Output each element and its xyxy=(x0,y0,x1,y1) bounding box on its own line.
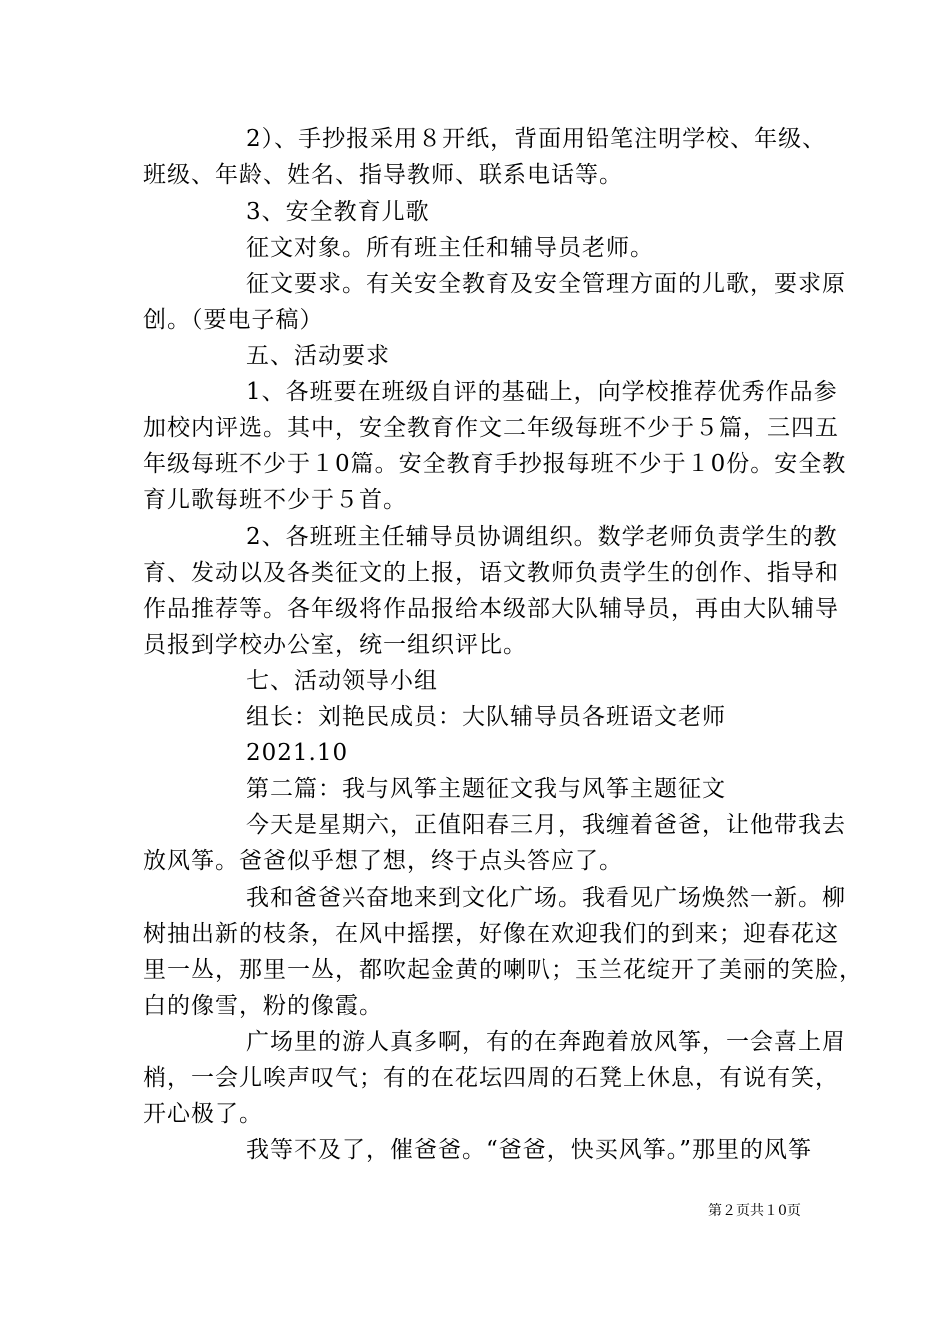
paragraph-line: 创。（要电子稿） xyxy=(143,307,324,333)
paragraph-line: 育儿歌每班不少于５首。 xyxy=(143,487,407,513)
section-heading: 七、活动领导小组 xyxy=(246,668,438,694)
paragraph-line: 年级每班不少于１0篇。安全教育手抄报每班不少于１0份。安全教 xyxy=(143,451,847,477)
paragraph-line: 班级、年龄、姓名、指导教师、联系电话等。 xyxy=(143,162,623,188)
paragraph-line: 开心极了。 xyxy=(143,1101,263,1127)
paragraph-line: 1、各班要在班级自评的基础上，向学校推荐优秀作品参 xyxy=(246,379,838,405)
paragraph-line: 白的像雪，粉的像霞。 xyxy=(143,993,383,1019)
paragraph-line: 加校内评选。其中，安全教育作文二年级每班不少于５篇，三四五 xyxy=(143,415,839,441)
article-title: 第二篇：我与风筝主题征文我与风筝主题征文 xyxy=(246,776,726,802)
paragraph-line: 组长：刘艳民成员：大队辅导员各班语文老师 xyxy=(246,704,726,730)
paragraph-line: 育、发动以及各类征文的上报，语文教师负责学生的创作、指导和 xyxy=(143,560,839,586)
paragraph-line: 我等不及了，催爸爸。“爸爸，快买风筝。”那里的风筝 xyxy=(246,1137,813,1163)
paragraph-line: 征文对象。所有班主任和辅导员老师。 xyxy=(246,235,654,261)
page-number-footer: 第２页共１0页 xyxy=(708,1203,801,1219)
paragraph-line: 2）、手抄报采用８开纸，背面用铅笔注明学校、年级、 xyxy=(246,126,827,152)
paragraph-line: 员报到学校办公室，统一组织评比。 xyxy=(143,632,527,658)
paragraph-line: 树抽出新的枝条，在风中摇摆，好像在欢迎我们的到来；迎春花这 xyxy=(143,921,839,947)
paragraph-line: 广场里的游人真多啊，有的在奔跑着放风筝，一会喜上眉 xyxy=(246,1029,846,1055)
date-line: 2021.10 xyxy=(246,740,349,766)
paragraph-line: 2、各班班主任辅导员协调组织。数学老师负责学生的教 xyxy=(246,524,838,550)
section-heading: 3、安全教育儿歌 xyxy=(246,199,430,225)
paragraph-line: 征文要求。有关安全教育及安全管理方面的儿歌，要求原 xyxy=(246,271,846,297)
paragraph-line: 梢，一会儿唉声叹气；有的在花坛四周的石凳上休息，有说有笑， xyxy=(143,1065,839,1091)
paragraph-line: 作品推荐等。各年级将作品报给本级部大队辅导员，再由大队辅导 xyxy=(143,596,839,622)
paragraph-line: 今天是星期六，正值阳春三月，我缠着爸爸，让他带我去 xyxy=(246,812,846,838)
section-heading: 五、活动要求 xyxy=(246,343,390,369)
paragraph-line: 里一丛，那里一丛，都吹起金黄的喇叭；玉兰花绽开了美丽的笑脸， xyxy=(143,957,863,983)
paragraph-line: 放风筝。爸爸似乎想了想，终于点头答应了。 xyxy=(143,848,623,874)
paragraph-line: 我和爸爸兴奋地来到文化广场。我看见广场焕然一新。柳 xyxy=(246,885,846,911)
